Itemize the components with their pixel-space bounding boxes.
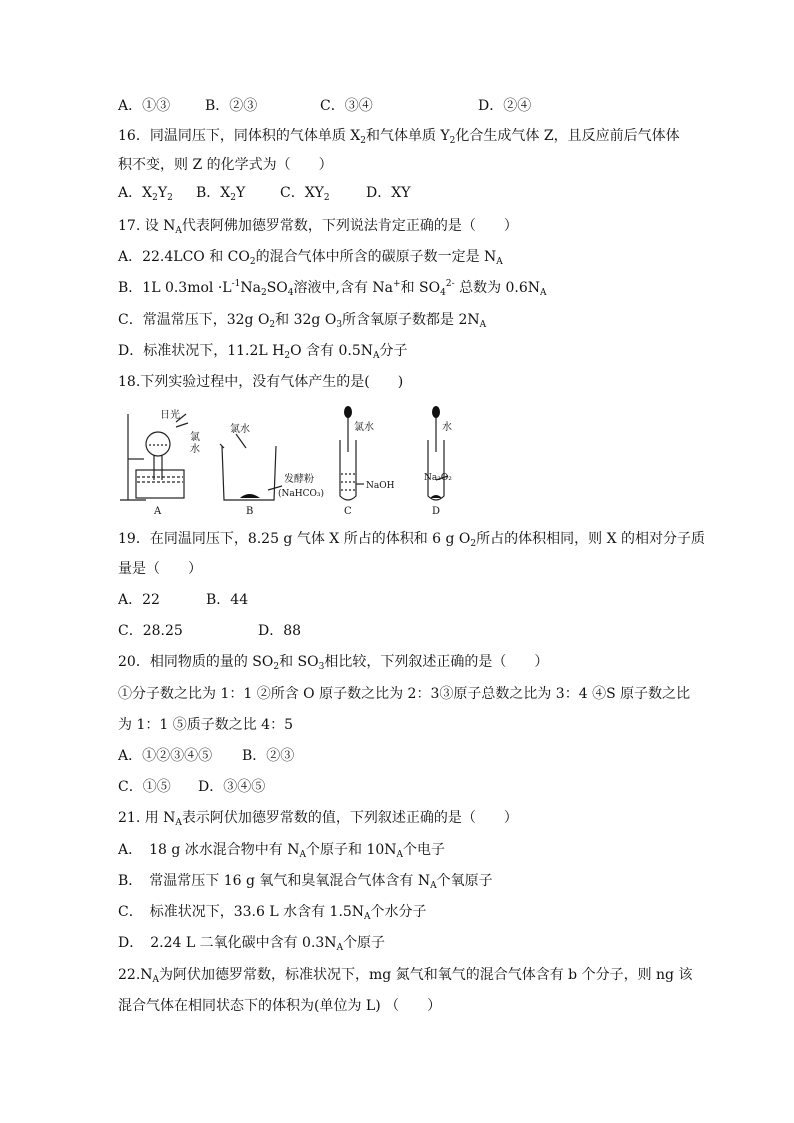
q22-stem-line-1: $22.N_A$为阿伏加德罗常数，标准状况下，mg 氮气和氧气的混合气体含有 b 个分子，则 ng 该: [118, 967, 693, 985]
apparatus-d-label: D: [432, 506, 441, 516]
q21-option-d: D． 2.24 L 二氧化碳中含有 $0.3N_A$个原子: [118, 935, 386, 953]
q20-options-row-1: [118, 746, 295, 766]
q20-items-line-1: ①分子数之比为 1：1 ②所含 O 原子数之比为 2：3③原子总数之比为 3：4 ④S 原子数之比: [118, 686, 691, 702]
q17-option-d: D．标准状况下，11.2L $H_2O$ 含有 $0.5N_A$分子: [118, 343, 408, 361]
q17-stem: 17. 设 $N_A$代表阿佛加德罗常数，下列说法肯定正确的是（ ）: [118, 218, 518, 236]
q21-option-a: A． 18 g 冰水混合物中有 $N_A$个原子和 $10N_A$个电子: [118, 842, 446, 860]
q16-options: [118, 183, 411, 203]
b-pointer-line: [236, 434, 246, 448]
q19-option-b: B．44: [206, 592, 249, 608]
q19-options-row-2: [118, 621, 302, 641]
q20-options-row-2: [118, 777, 266, 797]
q15-option-c: C．③④: [320, 98, 373, 114]
apparatus-c-label: C: [344, 506, 352, 516]
b-powder-label: 发酵粉: [284, 474, 314, 485]
q15-option-b: B．②③: [205, 98, 258, 114]
q20-option-b: B．②③: [242, 748, 295, 764]
q20-option-a: A．①②③④⑤: [118, 748, 213, 764]
q15-options: [118, 96, 532, 116]
q20-option-c: C．①⑤: [118, 779, 171, 795]
c-naoh-label: NaOH: [366, 481, 395, 491]
d-dropper-bulb: [432, 406, 440, 418]
c-chlorine-label: 氯水: [354, 422, 374, 433]
q21-option-b: B． 常温常压下 16 g 氧气和臭氧混合气体含有 $N_A$个氧原子: [118, 873, 493, 891]
q16-option-d: D．XY: [366, 185, 411, 201]
q18-apparatus-figure: [118, 404, 478, 516]
q17-option-c: C．常温常压下，32g $O_2$和 32g $O_3$所含氧原子数都是 $2N_A$: [118, 312, 487, 330]
apparatus-b-label: B: [246, 506, 254, 516]
q16-stem-line-2: 积不变，则 Z 的化学式为（ ）: [118, 157, 333, 173]
apparatus-a-label: A: [154, 506, 162, 516]
q20-stem: 20．相同物质的量的 $SO_2$和 $SO_3$相比较，下列叙述正确的是（ ）: [118, 654, 549, 672]
q17-option-a: A．22.4LCO 和 $CO_2$的混合气体中所含的碳原子数一定是 $N_A$: [118, 249, 503, 267]
q15-option-a: A．①③: [118, 98, 171, 114]
q19-stem-line-1: 19．在同温同压下，8.25 g 气体 X 所占的体积和 6 g $O_2$所占的体积相同，则 X 的相对分子质: [118, 531, 706, 549]
q19-options-row-1: [118, 590, 249, 610]
q19-stem-line-2: 量是（ ）: [118, 561, 202, 577]
q18-stem: 18.下列实验过程中，没有气体产生的是( ): [118, 374, 404, 390]
q19-option-d: D．88: [258, 623, 302, 639]
flask-bulb: [146, 432, 170, 456]
d-na2o2-label: Na₂O₂: [424, 473, 452, 483]
q15-option-d: D．②④: [478, 98, 532, 114]
q17-option-b: B．1L $0.3mol \cdot L^{-1}Na_2SO_4$溶液中,含有 Na+和 $SO_4^{2-}$ 总数为 $0.6N_A$: [118, 279, 547, 298]
q16-stem-line-1: 16．同温同压下，同体积的气体单质 $X_2$和气体单质 $Y_2$化合生成气体 Z，且反应前后气体体: [118, 128, 680, 146]
q22-stem-line-2: 混合气体在相同状态下的体积为(单位为 L) （ ）: [118, 998, 442, 1014]
a-chlorine-label: 水: [190, 444, 200, 455]
b-powder: [240, 494, 260, 498]
water-trough: [136, 470, 184, 498]
q19-option-c: C．28.25: [118, 623, 183, 639]
apparatus-b: [220, 434, 282, 500]
q21-option-c: C． 标准状况下，33.6 L 水含有 $1.5N_A$个水分子: [118, 904, 427, 922]
beaker: [222, 446, 276, 500]
q16-option-a: A．$X_2Y_2$: [118, 185, 173, 203]
q16-option-c: C．$XY_2$: [280, 185, 330, 203]
sun-ray: [176, 423, 188, 427]
a-sunlight-label: 日光: [160, 410, 180, 421]
b-chlorine-label: 氯水: [230, 424, 250, 435]
q20-items-line-2: 为 1：1 ⑤质子数之比 4：5: [118, 717, 293, 733]
a-chlorine-label: 氯: [190, 432, 200, 443]
d-solid: [430, 495, 442, 498]
q21-stem: 21. 用 $N_A$表示阿伏加德罗常数的值，下列叙述正确的是（ ）: [118, 810, 518, 828]
d-water-label: 水: [442, 422, 452, 433]
q16-option-b: B．$X_2Y$: [196, 185, 246, 203]
b-formula-label: (NaHCO₃): [278, 489, 324, 499]
q19-option-a: A．22: [118, 592, 160, 608]
q20-option-d: D．③④⑤: [198, 779, 266, 795]
c-dropper-bulb: [344, 406, 352, 418]
apparatus-a: [120, 414, 188, 500]
